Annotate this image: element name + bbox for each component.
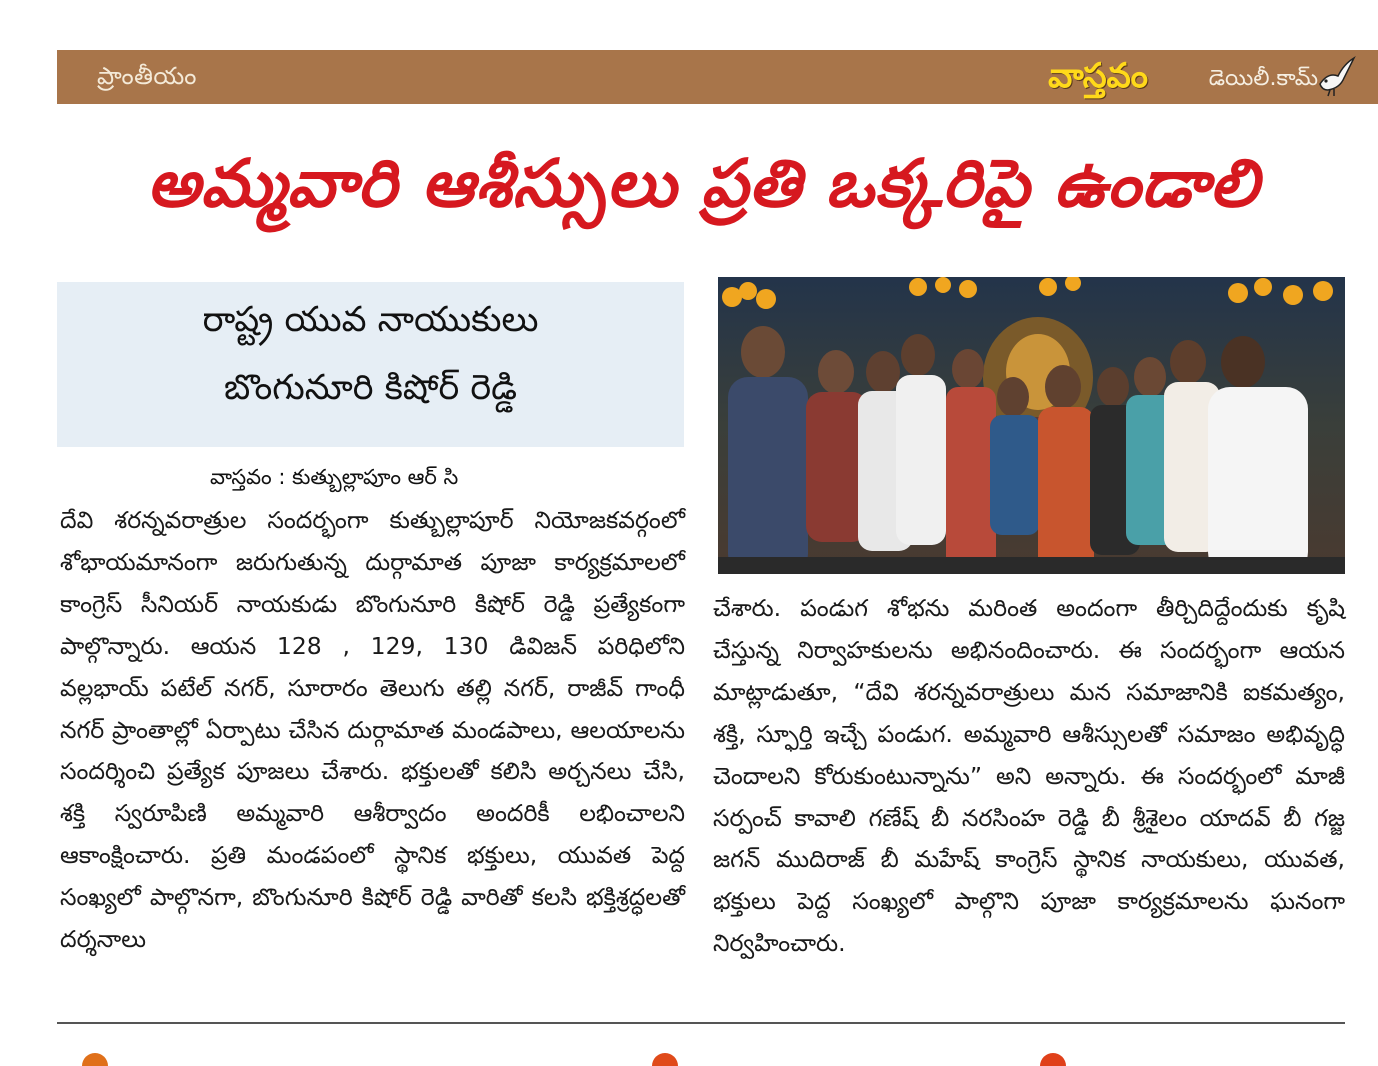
section-label: ప్రాంతీయం — [97, 62, 197, 90]
next-article-marker-icon — [82, 1053, 108, 1066]
bird-logo-icon — [1314, 54, 1358, 98]
subtitle-line-1: రాష్ట్ర యువ నాయుకులు — [202, 300, 539, 340]
bottom-divider — [57, 1022, 1345, 1024]
article-body-right — [713, 588, 1345, 965]
dateline: వాస్తవం : కుత్బుల్లాపూం ఆర్ సి — [210, 465, 459, 489]
next-article-marker-icon — [1040, 1053, 1066, 1066]
article-paragraph-left: దేవి శరన్నవరాత్రుల సందర్భంగా కుత్బుల్లాపూర్ నియోజకవర్గంలో శోభాయమానంగా జరుగుతున్న దుర్గామాత పూజా కార్యక్రమాలలో కాంగ్రెస్ సీనియర్ నాయకుడు బొంగునూరి కిషోర్ రెడ్డి ప్రత్యేకంగా పాల్గొన్నారు. ఆయన 128 , 129, 130 డివిజన్ పరిధిలోని వల్లభాయ్ పటేల్ నగర్, సూరారం తెలుగు తల్లి నగర్, రాజీవ్ గాంధీ నగర్ ప్రాంతాల్లో ఏర్పాటు చేసిన దుర్గామాత మండపాలు, ఆలయాలను సందర్శించి ప్రత్యేక పూజలు చేశారు. భక్తులతో కలిసి అర్చనలు చేసి, శక్తి స్వరూపిణి అమ్మవారి ఆశీర్వాదం అందరికీ లభించాలని ఆకాంక్షించారు. ప్రతి మండపంలో స్థానిక భక్తులు, యువత పెద్ద సంఖ్యలో పాల్గొనగా, బొంగునూరి కిషోర్ రెడ్డి వారితో కలసి భక్తిశ్రద్ధలతో దర్శనాలు — [60, 506, 685, 954]
headline: అమ్మవారి ఆశీస్సులు ప్రతి ఒక్కరిపై ఉండాలి — [146, 145, 1260, 222]
masthead-title: వాస్తవం — [1048, 56, 1148, 96]
article-paragraph-right: చేశారు. పండుగ శోభను మరింత అందంగా తీర్చిదిద్దేందుకు కృషి చేస్తున్న నిర్వాహకులను అభినందించారు. ఈ సందర్భంగా ఆయన మాట్లాడుతూ, “దేవి శరన్నవరాత్రులు మన సమాజానికి ఐకమత్యం, శక్తి, స్ఫూర్తి ఇచ్చే పండుగ. అమ్మవారి ఆశీస్సులతో సమాజం అభివృద్ధి చెందాలని కోరుకుంటున్నాను” అని అన్నారు. ఈ సందర్భంలో మాజీ సర్పంచ్ కావాలి గణేష్ బీ నరసింహ రెడ్డి బీ శ్రీశైలం యాదవ్ బీ గజ్జ జగన్ ముదిరాజ్ బీ మహేష్ కాంగ్రెస్ స్థానిక నాయకులు, యువత, భక్తులు పెద్ద సంఖ్యలో పాల్గొని పూజా కార్యక్రమాలను ఘనంగా నిర్వహించారు. — [713, 594, 1345, 958]
article-body-left — [60, 500, 685, 961]
article-photo — [718, 277, 1345, 574]
masthead-subtitle: డెయిలీ.కామ్ — [1208, 66, 1318, 91]
subtitle-line-2: బొంగునూరి కిషోర్ రెడ్డి — [223, 368, 518, 408]
subtitle-box — [57, 282, 684, 447]
header-band — [57, 50, 1378, 104]
next-article-marker-icon — [652, 1053, 678, 1066]
